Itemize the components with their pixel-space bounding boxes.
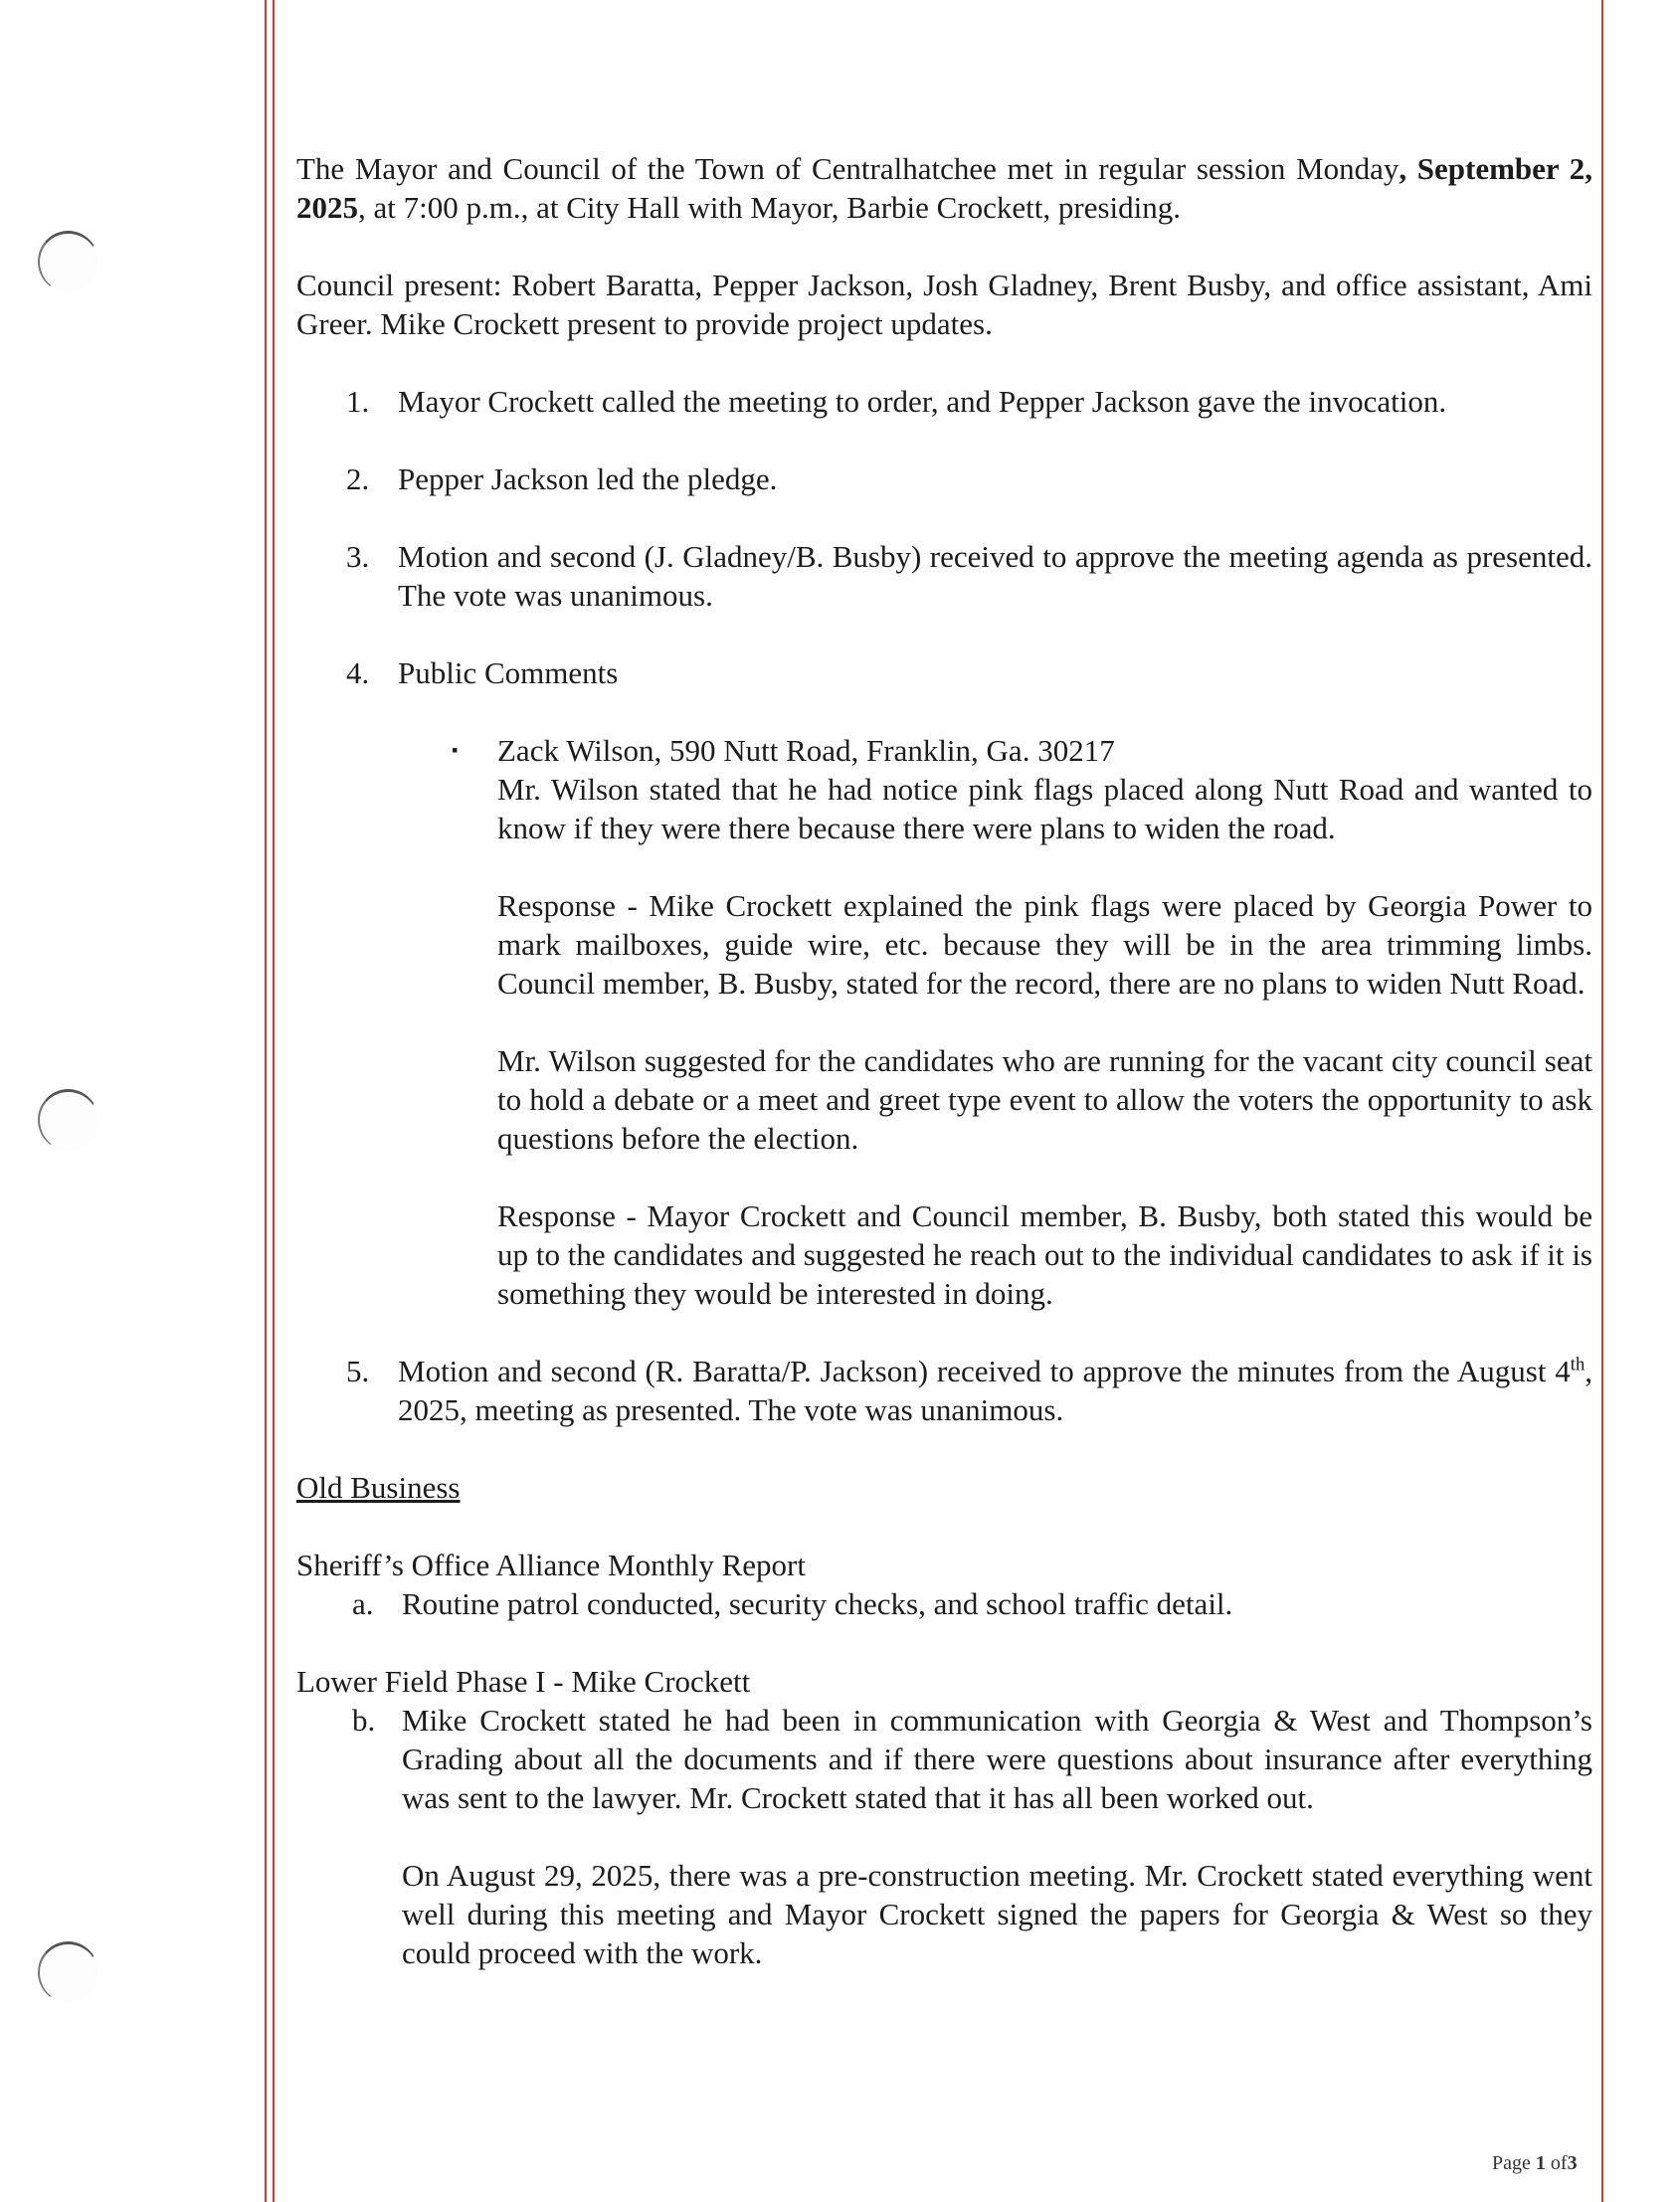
- page-number: Page 1 of3: [1492, 2152, 1578, 2174]
- sheriff-report-title: Sheriff’s Office Alliance Monthly Report: [296, 1548, 806, 1582]
- binder-hole-middle: [38, 1089, 98, 1151]
- commenter-name: Zack Wilson, 590 Nutt Road, Franklin, Ga. 30217: [497, 733, 1115, 768]
- response-text: Response - Mike Crockett explained the pink flags were placed by Georgia Power to mark mailboxes, guide wire, etc. because they will be in the area trimming limbs. Council member, B. Busby, stated for the record, there are no plans to widen Nutt Road.: [497, 888, 1592, 1001]
- agenda-item-3: 3. Motion and second (J. Gladney/B. Busby) received to approve the meeting agenda as presented. The vote was unanimous.: [346, 539, 1592, 613]
- attendance-paragraph: Council present: Robert Baratta, Pepper Jackson, Josh Gladney, Brent Busby, and office assistant, Ami Greer. Mike Crockett present to provide project updates.: [296, 268, 1592, 341]
- public-comment-block: [296, 731, 1592, 1313]
- lower-field-item: b. Mike Crockett stated he had been in communication with Georgia & West and Thompson’s Grading about all the documents and if there were questions about insurance after everything was sent to the lawyer. Mr. Crockett stated that it has all been worked out. On August 29, 2025, there was a pre-construction meeting. Mr. Crockett stated everything went well during this meeting and Mayor Crockett signed the papers for Georgia & West so they could proceed with the work.: [352, 1703, 1592, 1970]
- agenda-item-2: 2. Pepper Jackson led the pledge.: [346, 461, 778, 496]
- sheriff-report-item: a. Routine patrol conducted, security checks, and school traffic detail.: [352, 1586, 1233, 1621]
- comment-text: Mr. Wilson stated that he had notice pink flags placed along Nutt Road and wanted to know if they were there because there were plans to widen the road.: [497, 772, 1592, 845]
- lower-field-title: Lower Field Phase I - Mike Crockett: [296, 1664, 751, 1699]
- left-margin-rule-inner: [273, 0, 275, 2202]
- intro-paragraph: The Mayor and Council of the Town of Centralhatchee met in regular session Monday, September 2, 2025, at 7:00 p.m., at City Hall with Mayor, Barbie Crockett, presiding.: [296, 151, 1592, 225]
- response-text: Response - Mayor Crockett and Council member, B. Busby, both stated this would be up to the candidates and suggested he reach out to the individual candidates to ask if it is something they would be interested in doing.: [497, 1198, 1592, 1311]
- binder-hole-bottom: [38, 1941, 98, 2003]
- old-business-heading: Old Business: [296, 1470, 461, 1505]
- right-margin-rule: [1601, 0, 1603, 2202]
- left-margin-rule: [265, 0, 267, 2202]
- agenda-item-1: 1. Mayor Crockett called the meeting to order, and Pepper Jackson gave the invocation.: [346, 384, 1447, 419]
- agenda-item-5: 5. Motion and second (R. Baratta/P. Jackson) received to approve the minutes from the August 4th, 2025, meeting as presented. The vote was unanimous.: [346, 1354, 1592, 1427]
- comment-text: Mr. Wilson suggested for the candidates who are running for the vacant city council seat to hold a debate or a meet and greet type event to allow the voters the opportunity to ask questions before the election.: [497, 1043, 1592, 1156]
- binder-hole-top: [38, 231, 98, 292]
- agenda-item-4: 4. Public Comments: [346, 655, 619, 690]
- meeting-date: , September 2, 2025: [296, 151, 1592, 225]
- minutes-body: [296, 149, 1592, 2011]
- square-bullet-icon: ▪: [452, 740, 459, 760]
